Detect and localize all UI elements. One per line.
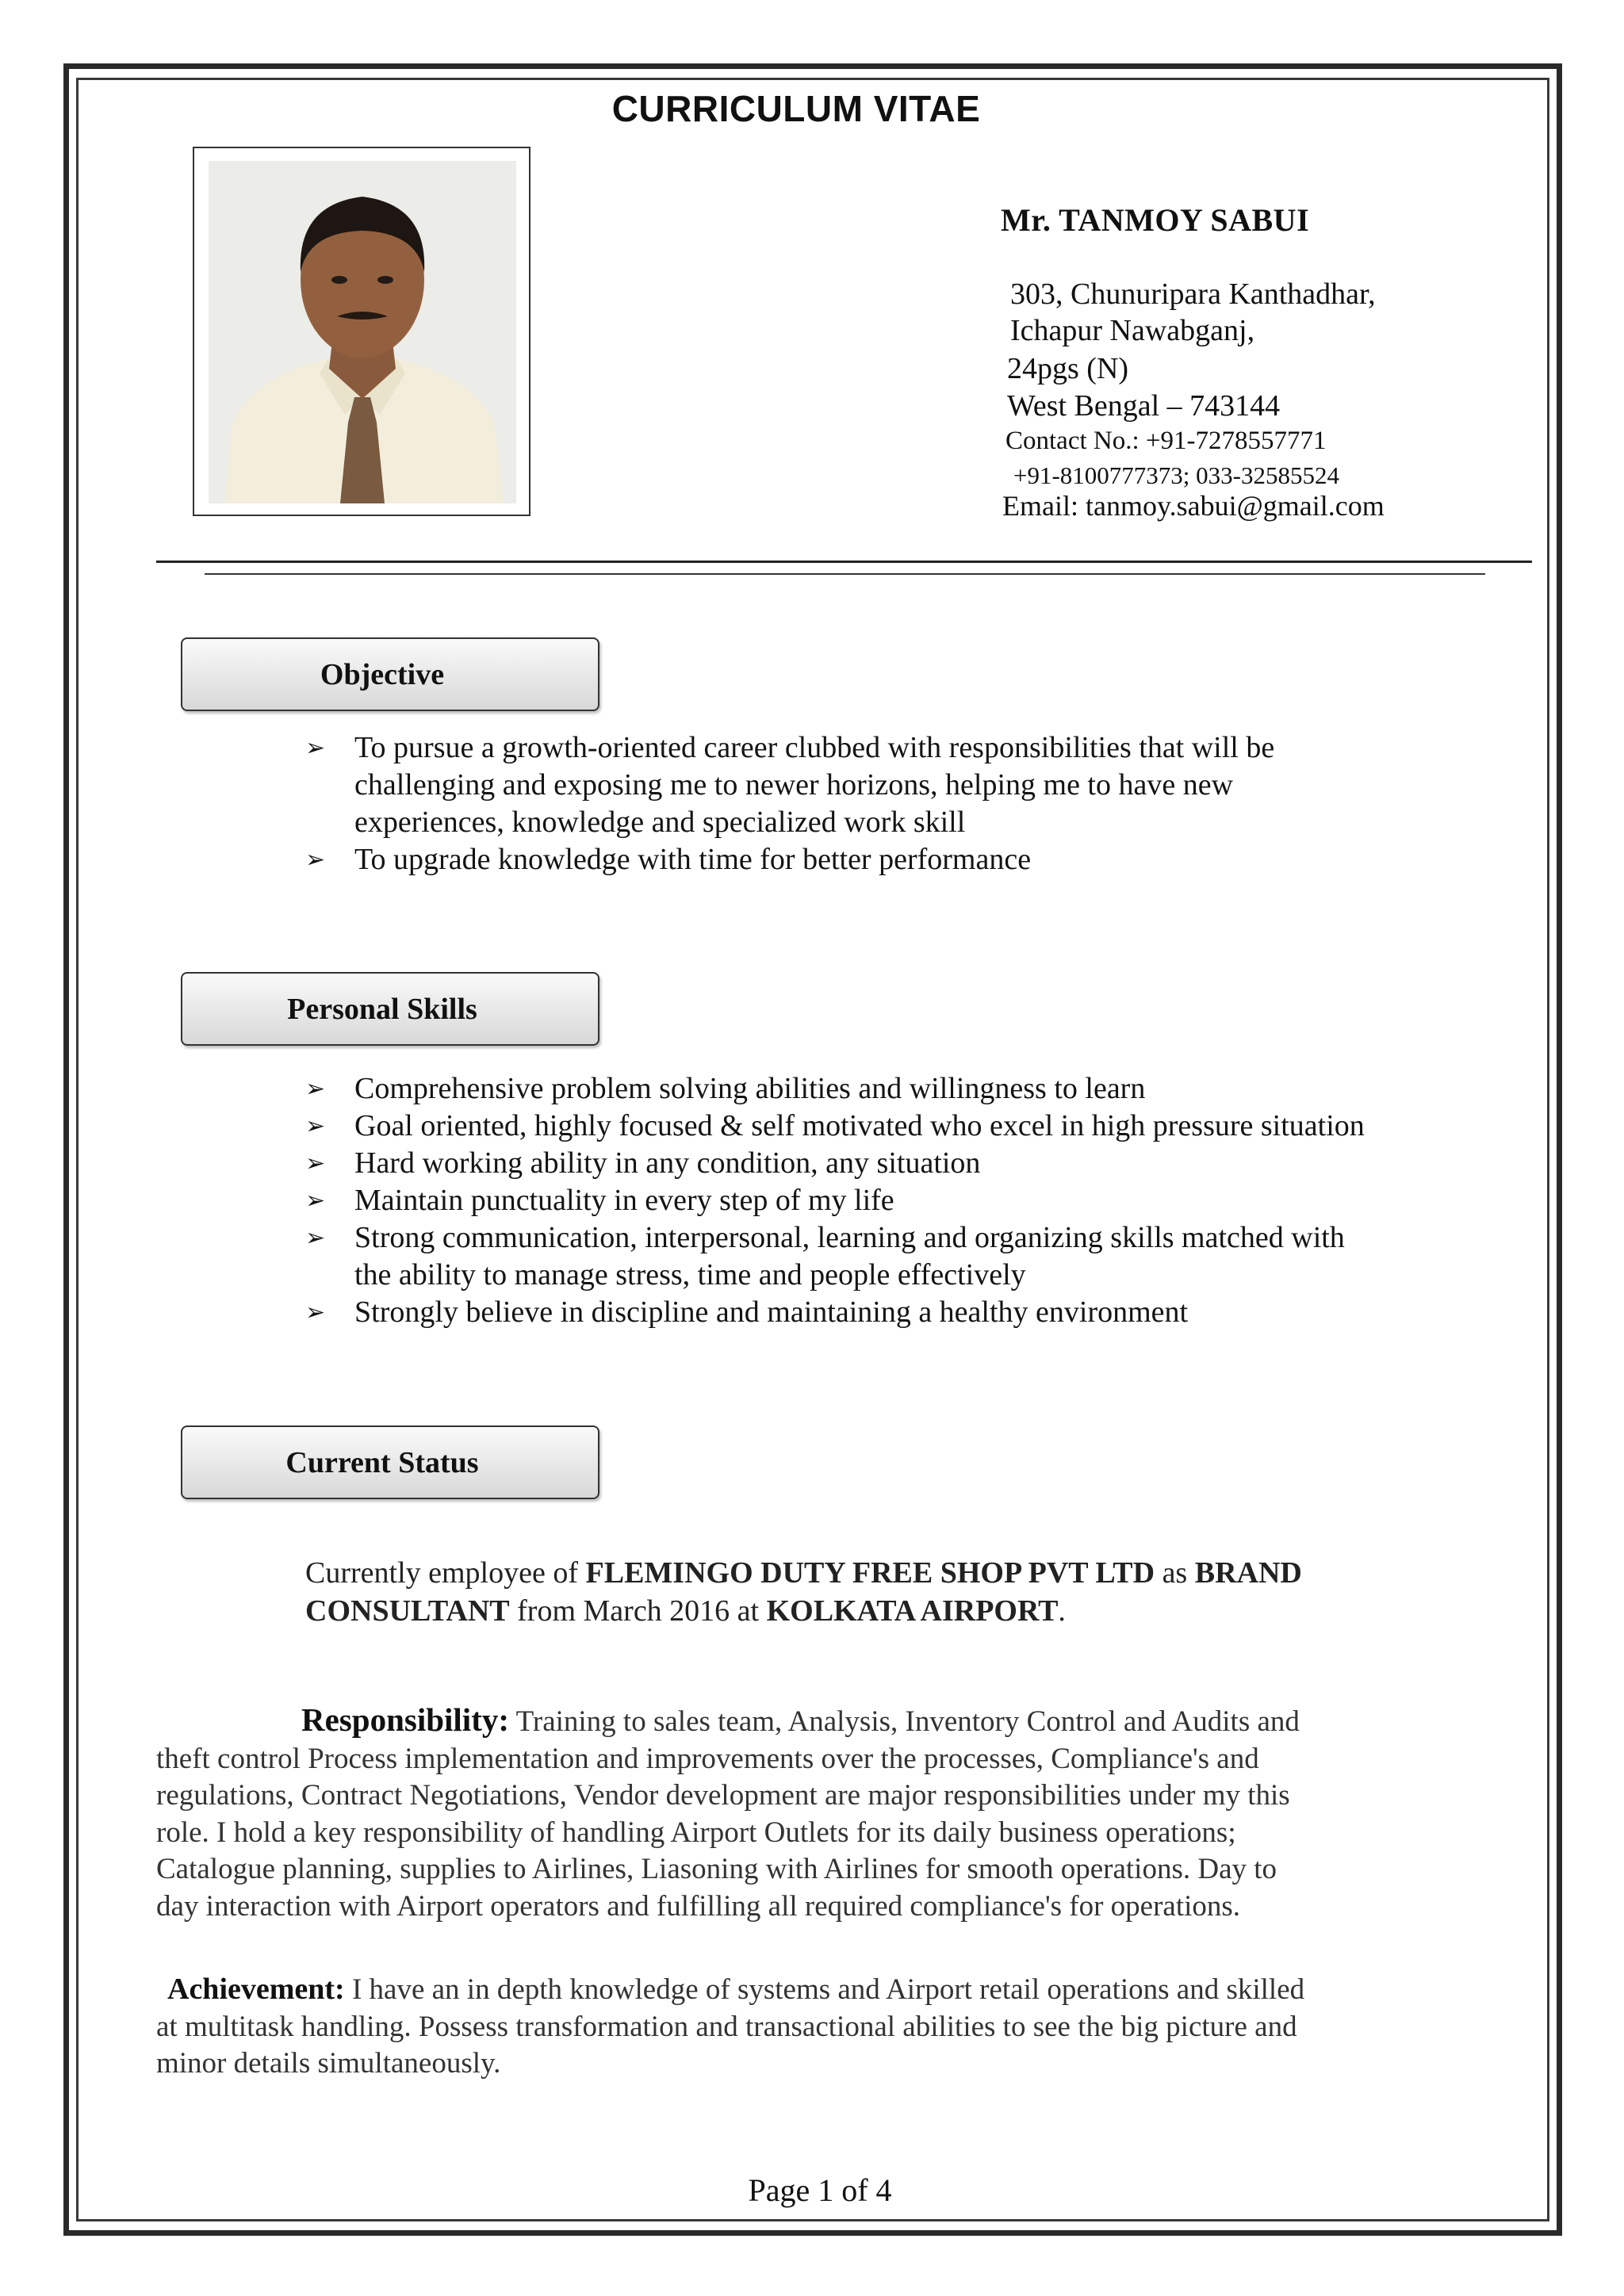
company-name: FLEMINGO DUTY FREE SHOP PVT LTD bbox=[585, 1556, 1155, 1590]
address-line-1: 303, Chunuripara Kanthadhar, bbox=[1010, 277, 1376, 311]
arrow-bullet-icon: ➢ bbox=[305, 1076, 326, 1102]
role-part-2: CONSULTANT bbox=[305, 1594, 510, 1628]
responsibility-heading: Responsibility: bbox=[301, 1701, 509, 1738]
list-item-text: To pursue a growth-oriented career clubbed with responsibilities that will be bbox=[354, 731, 1275, 764]
achievement-line: minor details simultaneously. bbox=[156, 2047, 501, 2080]
list-item-text: To upgrade knowledge with time for better performance bbox=[354, 843, 1032, 876]
list-item bbox=[305, 729, 1274, 841]
list-item-text: the ability to manage stress, time and people effectively bbox=[354, 1258, 1026, 1292]
achievement-line-0 bbox=[156, 1971, 1473, 2009]
person-portrait-icon bbox=[209, 161, 516, 503]
list-item-text: experiences, knowledge and specialized work skill bbox=[354, 806, 966, 839]
responsibility-line: role. I hold a key responsibility of handling Airport Outlets for its daily business operations; bbox=[156, 1816, 1236, 1849]
arrow-bullet-icon: ➢ bbox=[305, 1299, 326, 1326]
page-number: Page 1 of 4 bbox=[748, 2172, 892, 2208]
responsibility-line: theft control Process implementation and improvements over the processes, Compliance's and bbox=[156, 1742, 1259, 1775]
responsibility-paragraph bbox=[156, 1701, 1473, 1925]
current-status-line-1 bbox=[305, 1556, 1302, 1590]
status-date: from March 2016 at bbox=[509, 1594, 767, 1628]
objective-section-header: Objective bbox=[181, 637, 599, 711]
address-line-3: 24pgs (N) bbox=[1007, 352, 1129, 385]
list-item-text: Hard working ability in any condition, any situation bbox=[354, 1146, 981, 1180]
status-prefix: Currently employee of bbox=[305, 1556, 586, 1590]
responsibility-line: regulations, Contract Negotiations, Vendor development are major responsibilities under my this bbox=[156, 1779, 1290, 1812]
list-item-text: challenging and exposing me to newer horizons, helping me to have new bbox=[354, 768, 1234, 802]
achievement-line: at multitask handling. Possess transformation and transactional abilities to see the big picture and bbox=[156, 2010, 1297, 2043]
arrow-bullet-icon: ➢ bbox=[305, 1113, 326, 1139]
responsibility-line: day interaction with Airport operators and fulfilling all required compliance's for operations. bbox=[156, 1889, 1241, 1923]
responsibility-line: Catalogue planning, supplies to Airlines, Liasoning with Airlines for smooth operations. Day to bbox=[156, 1853, 1277, 1885]
objective-list bbox=[305, 729, 1274, 878]
arrow-bullet-icon: ➢ bbox=[305, 1150, 326, 1177]
responsibility-text: Training to sales team, Analysis, Inventory Control and Audits and bbox=[509, 1705, 1300, 1738]
personal-skills-section-header: Personal Skills bbox=[181, 972, 599, 1046]
phone-line-1: Contact No.: +91-7278557771 bbox=[1005, 427, 1327, 455]
list-item bbox=[305, 1108, 1365, 1145]
profile-photo bbox=[209, 161, 516, 503]
list-item bbox=[305, 841, 1274, 878]
header-divider-secondary bbox=[205, 573, 1485, 575]
email-address: Email: tanmoy.sabui@gmail.com bbox=[1002, 490, 1385, 522]
address-line-4: West Bengal – 743144 bbox=[1007, 389, 1281, 423]
list-item-text: Comprehensive problem solving abilities and willingness to learn bbox=[354, 1072, 1146, 1105]
achievement-text: I have an in depth knowledge of systems and Airport retail operations and skilled bbox=[344, 1973, 1305, 2006]
phone-line-2: +91-8100777373; 033-32585524 bbox=[1013, 461, 1339, 489]
status-period: . bbox=[1058, 1594, 1066, 1628]
list-item-text: Strongly believe in discipline and maintaining a healthy environment bbox=[354, 1295, 1189, 1329]
candidate-name: Mr. TANMOY SABUI bbox=[1001, 202, 1310, 238]
current-status-line-2 bbox=[305, 1594, 1066, 1628]
header-divider bbox=[156, 561, 1532, 563]
arrow-bullet-icon: ➢ bbox=[305, 1188, 326, 1214]
list-item bbox=[305, 1182, 1365, 1219]
status-mid: as bbox=[1155, 1556, 1195, 1590]
list-item-text: Maintain punctuality in every step of my life bbox=[354, 1184, 894, 1217]
list-item bbox=[305, 1219, 1365, 1294]
arrow-bullet-icon: ➢ bbox=[305, 735, 326, 761]
responsibility-line-0 bbox=[156, 1701, 1473, 1741]
arrow-bullet-icon: ➢ bbox=[305, 847, 326, 873]
current-status-section-header: Current Status bbox=[181, 1425, 599, 1499]
address-line-2: Ichapur Nawabganj, bbox=[1010, 314, 1255, 347]
list-item-text: Goal oriented, highly focused & self motivated who excel in high pressure situation bbox=[354, 1109, 1365, 1142]
list-item bbox=[305, 1145, 1365, 1182]
achievement-paragraph bbox=[156, 1971, 1473, 2083]
arrow-bullet-icon: ➢ bbox=[305, 1225, 326, 1251]
achievement-heading: Achievement: bbox=[167, 1973, 345, 2006]
list-item bbox=[305, 1070, 1365, 1108]
work-location: KOLKATA AIRPORT bbox=[766, 1594, 1059, 1628]
list-item-text: Strong communication, interpersonal, learning and organizing skills matched with bbox=[354, 1221, 1345, 1254]
document-title: CURRICULUM VITAE bbox=[611, 88, 981, 129]
role-part-1: BRAND bbox=[1194, 1556, 1302, 1590]
personal-skills-list bbox=[305, 1070, 1365, 1331]
list-item bbox=[305, 1294, 1365, 1331]
profile-photo-frame bbox=[193, 147, 530, 516]
